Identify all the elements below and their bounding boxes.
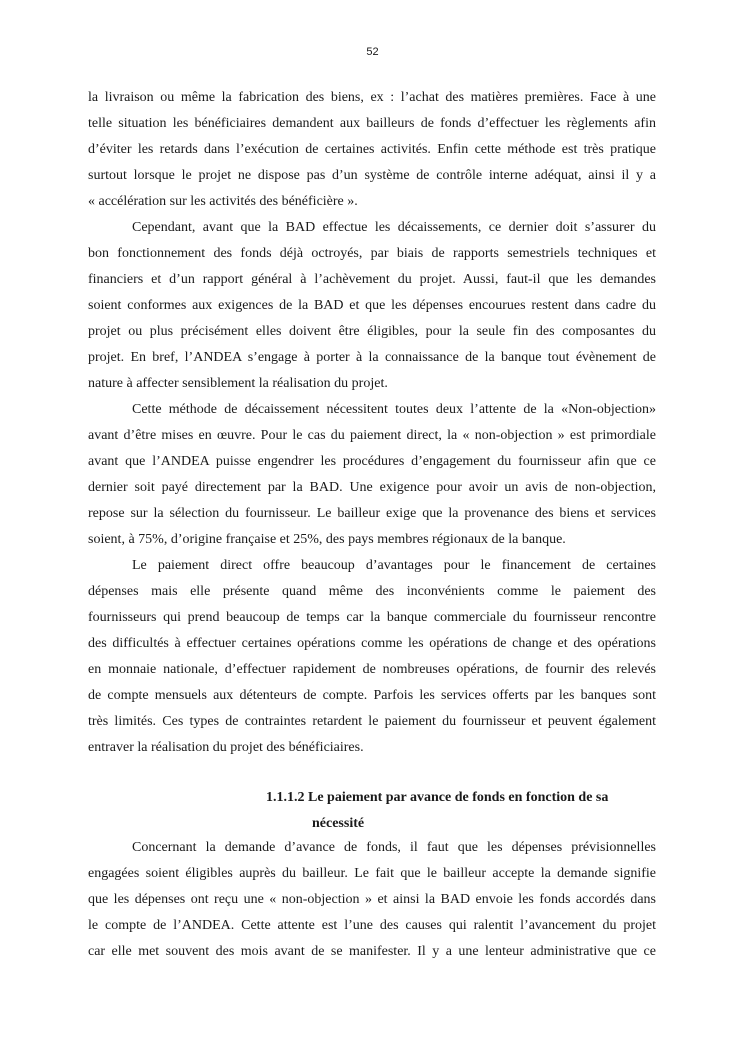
text-line: très limités. Ces types de contraintes retardent le paiement du fournisseur et peuvent également xyxy=(88,714,656,729)
text-line: car elle met souvent des mois avant de se manifester. Il y a une lenteur administrative que ce xyxy=(88,944,656,959)
text-line: Cependant, avant que la BAD effectue les décaissements, ce dernier doit s’assurer du xyxy=(132,220,656,235)
text-line: soient, à 75%, d’origine française et 25%, des pays membres régionaux de la banque. xyxy=(88,532,566,547)
text-line: projet. En bref, l’ANDEA s’engage à porter à la connaissance de la banque tout évènement de xyxy=(88,350,656,365)
page-number: 52 xyxy=(366,46,379,58)
text-line: Concernant la demande d’avance de fonds, il faut que les dépenses prévisionnelles xyxy=(132,840,656,855)
section-heading-line: 1.1.1.2 Le paiement par avance de fonds en fonction de sa xyxy=(266,790,609,805)
text-line: telle situation les bénéficiaires demandent aux bailleurs de fonds d’effectuer les règlements afin xyxy=(88,116,656,131)
text-line: avant d’être mises en œuvre. Pour le cas du paiement direct, la « non-objection » est primordiale xyxy=(88,428,656,443)
text-line: nature à affecter sensiblement la réalisation du projet. xyxy=(88,376,388,391)
text-line: Le paiement direct offre beaucoup d’avantages pour le financement de certaines xyxy=(132,558,656,573)
text-line: projet ou plus précisément elles doivent être éligibles, pour la seule fin des composantes du xyxy=(88,324,656,339)
text-line: engagées soient éligibles auprès du bailleur. Le fait que le bailleur accepte la demande signifie xyxy=(88,866,656,881)
text-line: soient conformes aux exigences de la BAD et que les dépenses encourues restent dans cadre du xyxy=(88,298,656,313)
text-line: fournisseurs qui prend beaucoup de temps car la banque commerciale du fournisseur rencontre xyxy=(88,610,656,625)
text-line: entraver la réalisation du projet des bénéficiaires. xyxy=(88,740,364,755)
text-line: surtout lorsque le projet ne dispose pas d’un système de contrôle interne adéquat, ainsi il y a xyxy=(88,168,656,183)
section-heading-line: nécessité xyxy=(312,816,365,831)
text-line: repose sur la sélection du fournisseur. Le bailleur exige que la provenance des biens et services xyxy=(88,506,656,521)
text-line: la livraison ou même la fabrication des biens, ex : l’achat des matières premières. Face à une xyxy=(88,90,656,105)
text-line: financiers et d’un rapport général à l’achèvement du projet. Aussi, faut-il que les demandes xyxy=(88,272,656,287)
text-line: d’éviter les retards dans l’exécution de certaines activités. Enfin cette méthode est très pratique xyxy=(88,142,656,157)
text-line: en monnaie nationale, d’effectuer rapidement de nombreuses opérations, de fournir des relevés xyxy=(88,662,656,677)
text-line: « accélération sur les activités des bénéficière ». xyxy=(88,194,358,209)
text-line: des difficultés à effectuer certaines opérations comme les opérations de change et des opérations xyxy=(88,636,656,651)
text-line: Cette méthode de décaissement nécessitent toutes deux l’attente de la «Non-objection» xyxy=(132,402,656,417)
text-line: le compte de l’ANDEA. Cette attente est l’une des causes qui ralentit l’avancement du projet xyxy=(88,918,656,933)
text-line: de compte mensuels aux détenteurs de compte. Parfois les services offerts par les banques sont xyxy=(88,688,656,703)
text-line: bon fonctionnement des fonds déjà octroyés, par biais de rapports semestriels techniques et xyxy=(88,246,656,261)
text-line: avant que l’ANDEA puisse engendrer les procédures d’engagement du fournisseur afin que ce xyxy=(88,454,656,469)
text-line: dernier soit payé directement par la BAD. Une exigence pour avoir un avis de non-objection, xyxy=(88,480,656,495)
text-line: dépenses mais elle présente quand même des inconvénients comme le paiement des xyxy=(88,584,656,599)
text-line: que les dépenses ont reçu une « non-objection » et ainsi la BAD envoie les fonds accordés dans xyxy=(88,892,656,907)
